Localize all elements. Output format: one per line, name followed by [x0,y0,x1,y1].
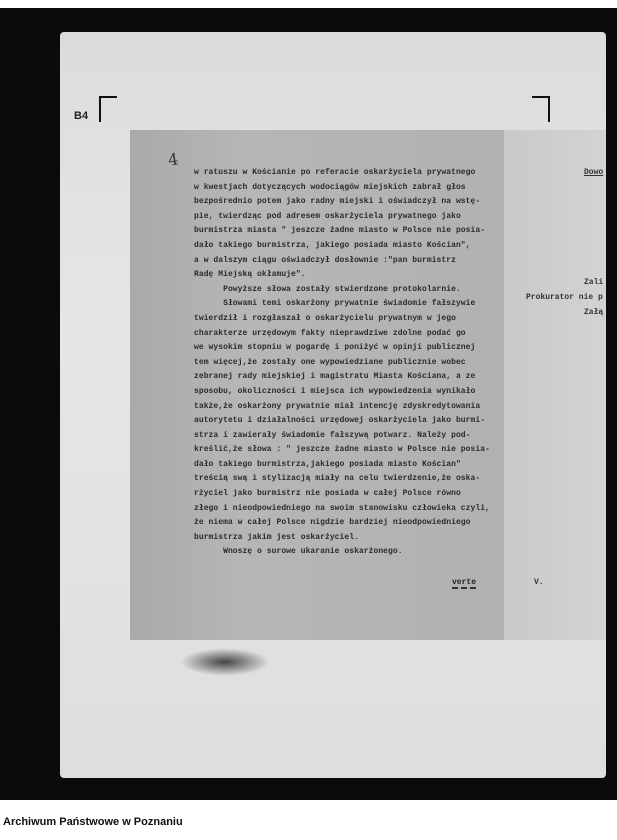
text-line: Radę Miejską okłamuje". [194,270,306,280]
text-line: burmistrza miasta " jeszcze żadne miasto w Polsce nie posia- [194,226,486,236]
text-line: także,że oskarżony prywatnie miał intencję zdyskredytowania [194,401,481,411]
sheet-label: B4 [74,110,89,122]
scan-frame [0,8,617,800]
adjacent-mark: V. [534,578,544,587]
ink-smudge [180,648,270,676]
text-line: sposobu, okoliczności i miejsca ich wypowiedzenia wynikało [194,386,476,396]
text-line: że niema w całej Polsce nigdzie bardziej nieodpowiedniego [194,518,471,528]
adjacent-line: Prokurator nie p [526,293,603,302]
text-line: twierdził i rozgłaszał o oskarżycielu prywatnym w jego [194,313,456,323]
text-line: zebranej rady miejskiej i magistratu Miasta Kościana, a ze [194,372,476,382]
text-line: autorytetu i działalności urzędowej oskarżyciela jako burmi- [194,416,486,426]
text-line: treścią swą i stylizacją miały na celu twierdzenie,że oska- [194,474,481,484]
text-line: tem więcej,że zostały one wypowiedziane publicznie wobec [194,357,466,367]
text-line: charakterze urzędowym fakty nieprawdziwe zdolne podać go [194,328,466,338]
text-line: rżyciel jako burmistrz nie posiada w całej Polsce równo [194,489,461,499]
document-page [130,130,504,640]
document-body [194,166,490,560]
text-line: dało takiego burmistrza, jakiego posiada miasto Kościan", [194,240,471,250]
text-line: złego i nieodpowiedniego na swoim stanowisku człowieka czyli, [194,503,490,513]
text-line: Słowami temi oskarżony prywatnie świadomie fałszywie [194,299,476,309]
text-line: kreślić,że słowa : " jeszcze żadne miasto w Polsce nie posia- [194,445,490,455]
handwritten-number: 4 [166,149,180,170]
text-line: we wysokim stopniu w pogardę i poniżyć w opinji publicznej [194,343,476,353]
crop-mark-left [99,96,117,122]
adjacent-line: Zali [584,278,604,287]
footer [0,800,617,840]
archive-name: Archiwum Państwowe w Poznaniu [3,816,183,828]
text-line: w ratuszu w Kościanie po referacie oskarżyciela prywatnego [194,168,476,177]
text-line: a w dalszym ciągu oświadczył dosłownie :"pan burmistrz [194,255,456,265]
crop-mark-right [532,96,550,122]
adjacent-line: Załą [584,308,604,317]
adjacent-heading: Dowo [584,168,604,177]
text-line: w kwestjach dotyczących wodociągów miejskich zabrał głos [194,182,466,192]
text-line: Wnoszę o surowe ukaranie oskarżonego. [194,547,403,557]
text-line: burmistrza jakim jest oskarżyciel. [194,532,359,542]
adjacent-page [504,130,606,640]
text-line: Powyższe słowa zostały stwierdzone protokolarnie. [194,284,461,294]
text-line: pie, twierdząc pod adresem oskarżyciela prywatnego jako [194,211,461,221]
text-line: strza i zawierały świadomie fałszywą potwarz. Należy pod- [194,430,471,440]
verte-note: verte [452,578,477,587]
text-line: dało takiego burmistrza,jakiego posiada miasto Kościan" [194,459,461,469]
text-line: bezpośrednio potem jako radny miejski i oświadczył na wstę- [194,197,481,207]
